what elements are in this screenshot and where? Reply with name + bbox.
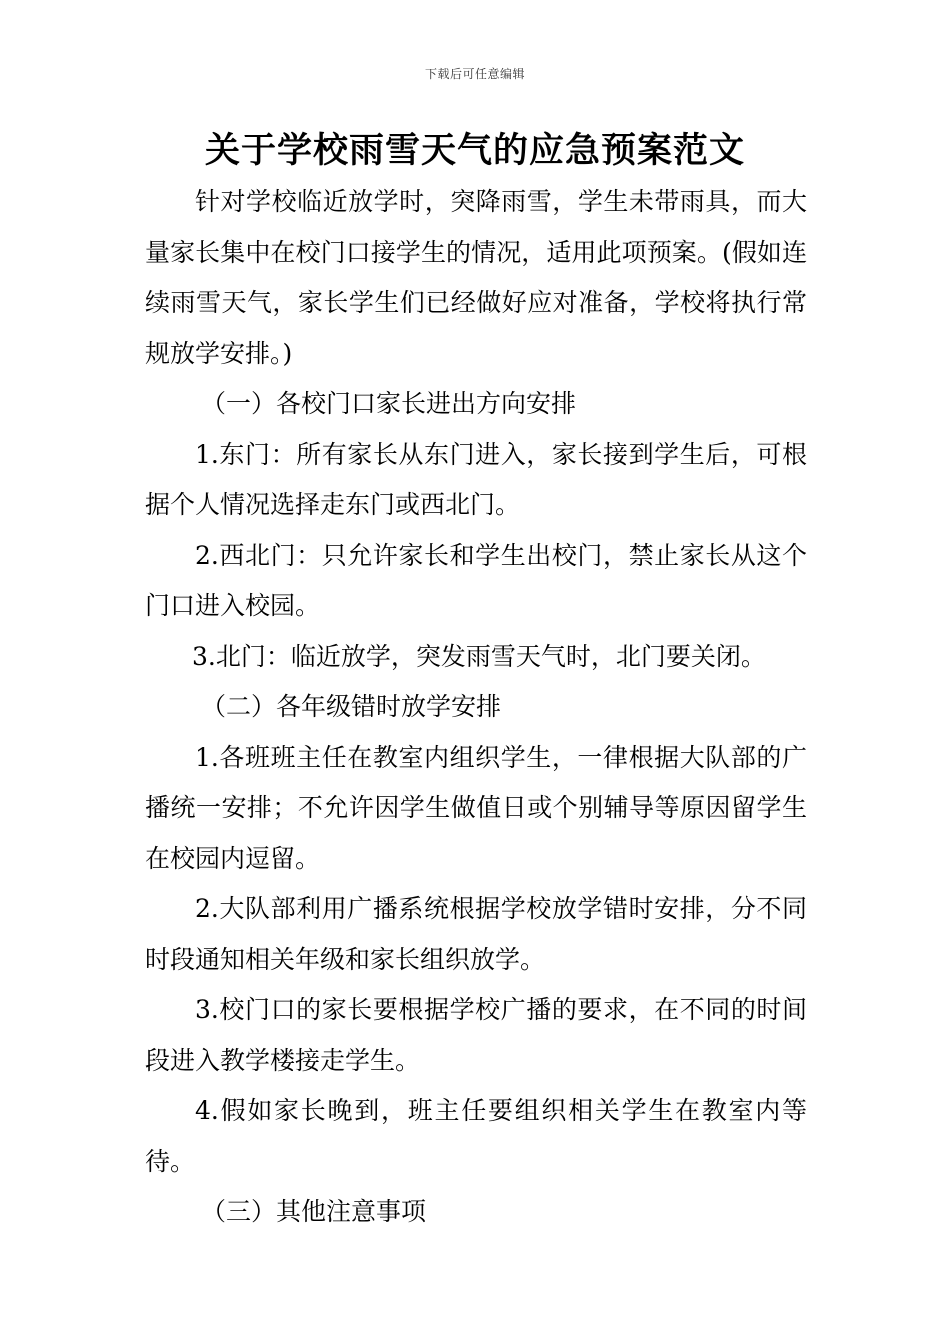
list-item: 2.大队部利用广播系统根据学校放学错时安排，分不同时段通知相关年级和家长组织放学。 bbox=[145, 894, 807, 974]
list-item: 3.校门口的家长要根据学校广播的要求，在不同的时间段进入教学楼接走学生。 bbox=[145, 995, 807, 1075]
list-item: 3.北门：临近放学，突发雨雪天气时，北门要关闭。 bbox=[192, 641, 766, 671]
paragraph-intro: 针对学校临近放学时，突降雨雪，学生未带雨具，而大量家长集中在校门口接学生的情况，适用此项预案。(假如连续雨雪天气，家长学生们已经做好应对准备，学校将执行常规放学安排。) bbox=[145, 187, 807, 368]
document-title: 关于学校雨雪天气的应急预案范文 bbox=[204, 131, 745, 171]
document-body bbox=[145, 177, 807, 1238]
section-heading: （一）各校门口家长进出方向安排 bbox=[201, 389, 577, 418]
list-item: 1.东门：所有家长从东门进入，家长接到学生后，可根据个人情况选择走东门或西北门。 bbox=[145, 439, 807, 519]
header-note: 下载后可任意编辑 bbox=[424, 67, 525, 81]
list-item: 4.假如家长晚到，班主任要组织相关学生在教室内等待。 bbox=[145, 1096, 807, 1176]
list-item: 1.各班班主任在教室内组织学生，一律根据大队部的广播统一安排；不允许因学生做值日或个别辅导等原因留学生在校园内逗留。 bbox=[145, 742, 807, 873]
section-heading: （二）各年级错时放学安排 bbox=[201, 692, 502, 721]
section-heading: （三）其他注意事项 bbox=[201, 1197, 427, 1226]
list-item: 2.西北门：只允许家长和学生出校门，禁止家长从这个门口进入校园。 bbox=[145, 540, 807, 620]
